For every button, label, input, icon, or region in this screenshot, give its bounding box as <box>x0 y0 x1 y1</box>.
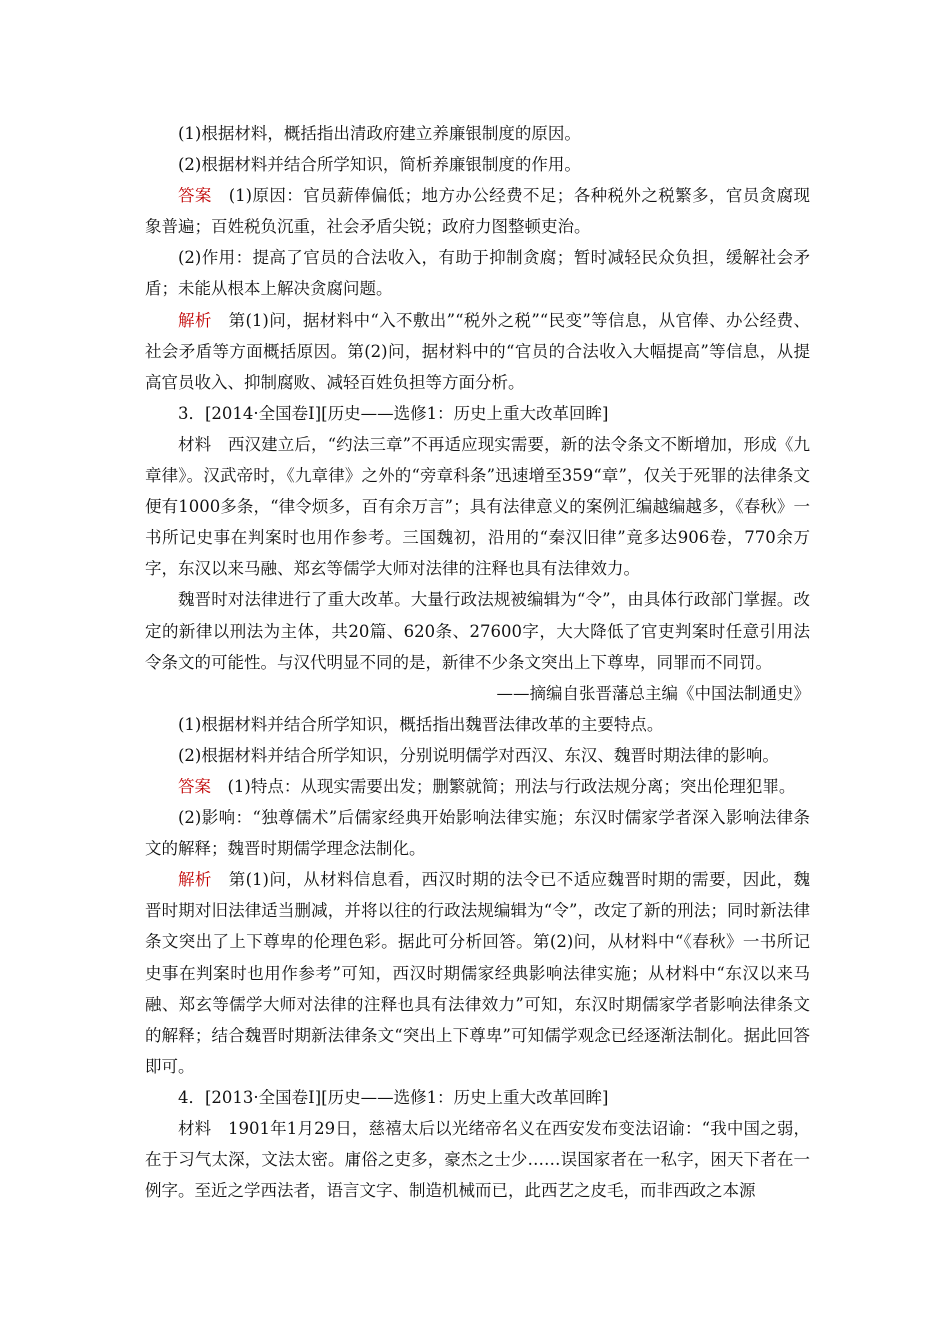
q3-sub-question-2: (2)根据材料并结合所学知识，分别说明儒学对西汉、东汉、魏晋时期法律的影响。 <box>178 745 779 765</box>
q3-answer-2: (2)影响：“独尊儒术”后儒家经典开始影响法律实施；东汉时儒家学者深入影响法律条文的解释；魏晋时期儒学理念法制化。 <box>145 808 810 859</box>
q3-heading: 3．[2014·全国卷Ⅰ][历史——选修1：历史上重大改革回眸] <box>178 403 609 423</box>
analysis-label: 解析 <box>178 870 212 890</box>
q3-answer-1-text: (1)特点：从现实需要出发；删繁就简；刑法与行政法规分离；突出伦理犯罪。 <box>211 776 796 796</box>
q3-source: ——摘编自张晋藩总主编《中国法制通史》 <box>496 683 810 703</box>
document-page <box>145 118 810 1206</box>
q4-material-1-text: 1901年1月29日，慈禧太后以光绪帝名义在西安发布变法诏谕：“我中国之弱，在于习气太深，文法太密。庸俗之吏多，豪杰之士少……误国家者在一私字，困天下者在一例字。至近之学西法者，语言文字、制造机械而已，此西艺之皮毛，而非西政之本源 <box>145 1119 811 1201</box>
q2-answer-1 <box>145 180 810 242</box>
q3-sub-question-1: (1)根据材料并结合所学知识，概括指出魏晋法律改革的主要特点。 <box>178 714 664 734</box>
q2-sub-question-1: (1)根据材料，概括指出清政府建立养廉银制度的原因。 <box>178 124 581 143</box>
q4-material-1 <box>145 1113 810 1206</box>
q4-heading: 4．[2013·全国卷Ⅰ][历史——选修1：历史上重大改革回眸] <box>178 1087 609 1107</box>
q3-answer-1 <box>145 771 810 802</box>
q2-analysis <box>145 305 810 398</box>
q2-analysis-text: 第(1)问，据材料中“入不敷出”“税外之税”“民变”等信息，从官俸、办公经费、社会矛盾等方面概括原因。第(2)问，据材料中的“官员的合法收入大幅提高”等信息，从提高官员收入、抑制腐败、减轻百姓负担等方面分析。 <box>145 310 811 392</box>
q3-material-1 <box>145 429 810 584</box>
q3-material-2: 魏晋时对法律进行了重大改革。大量行政法规被编辑为“令”，由具体行政部门掌握。改定的新律以刑法为主体，共20篇、620条、27600字，大大降低了官吏判案时任意引用法令条文的可能性。与汉代明显不同的是，新律不少条文突出上下尊卑，同罪而不同罚。 <box>145 590 810 672</box>
q3-material-1-text: 西汉建立后，“约法三章”不再适应现实需要，新的法令条文不断增加，形成《九章律》。汉武帝时，《九章律》之外的“旁章科条”迅速增至359“章”，仅关于死罪的法律条文便有1000多条，“律令烦多，百有余万言”；具有法律意义的案例汇编越编越多，《春秋》一书所记史事在判案时也用作参考。三国魏初，沿用的“秦汉旧律”竟多达906卷，770余万字，东汉以来马融、郑玄等儒学大师对法律的注释也具有法律效力。 <box>145 434 811 579</box>
q2-answer-1-text: (1)原因：官员薪俸偏低；地方办公经费不足；各种税外之税繁多，官员贪腐现象普遍；百姓税负沉重，社会矛盾尖锐；政府力图整顿吏治。 <box>145 186 810 237</box>
q3-analysis <box>145 864 810 1082</box>
q2-sub-question-2: (2)根据材料并结合所学知识，简析养廉银制度的作用。 <box>178 155 581 175</box>
material-label: 材料 <box>178 1119 212 1138</box>
q2-answer-2: (2)作用：提高了官员的合法收入，有助于抑制贪腐；暂时减轻民众负担，缓解社会矛盾；未能从根本上解决贪腐问题。 <box>145 248 810 299</box>
analysis-label: 解析 <box>178 310 212 330</box>
answer-label: 答案 <box>178 186 212 206</box>
material-label: 材料 <box>178 434 212 454</box>
q3-analysis-text: 第(1)问，从材料信息看，西汉时期的法令已不适应魏晋时期的需要，因此，魏晋时期对旧法律适当删减，并将以往的行政法规编辑为“令”，改定了新的刑法；同时新法律条文突出了上下尊卑的伦理色彩。据此可分析回答。第(2)问，从材料中“《春秋》一书所记史事在判案时也用作参考”可知，西汉时期儒家经典影响法律实施；从材料中“东汉以来马融、郑玄等儒学大师对法律的注释也具有法律效力”可知，东汉时期儒家学者影响法律条文的解释；结合魏晋时期新法律条文“突出上下尊卑”可知儒学观念已经逐渐法制化。据此回答即可。 <box>145 870 810 1076</box>
answer-label: 答案 <box>178 776 211 796</box>
